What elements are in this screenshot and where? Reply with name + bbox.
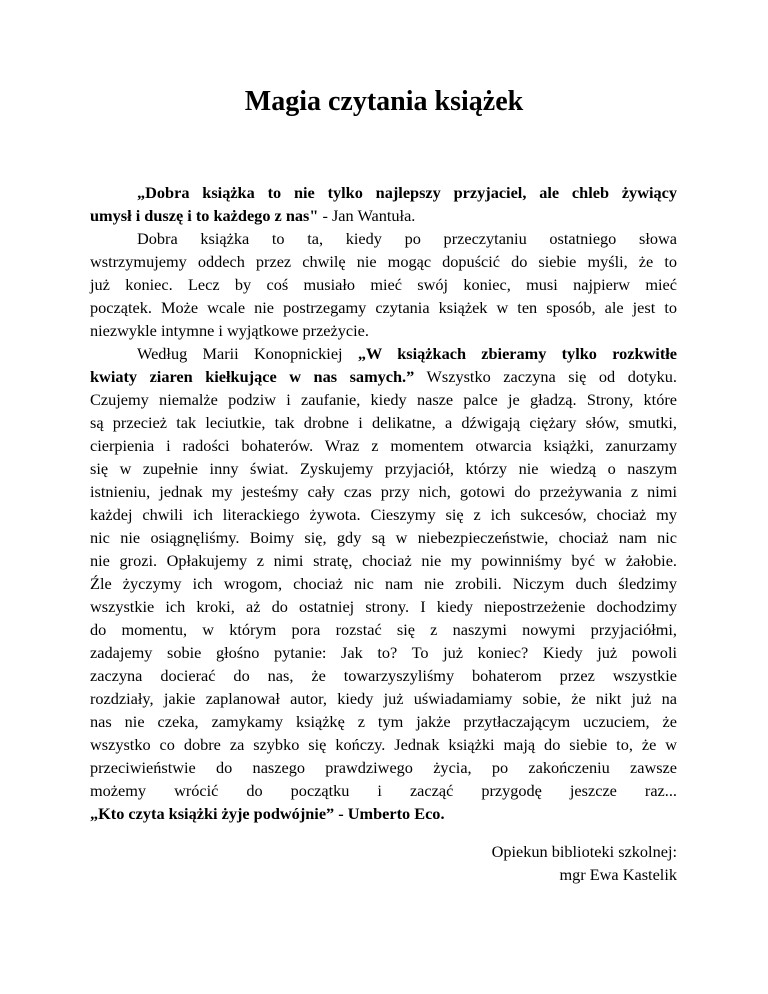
paragraph-line: Źle życzymy ich wrogom, chociaż nic nam nie zrobili. Niczym duch śledzimy (90, 574, 677, 593)
paragraph-line: każdej chwili ich literackiego żywota. Cieszymy się z ich sukcesów, chociaż my (90, 505, 677, 524)
paragraph-line: Czujemy niemalże podziw i zaufanie, kiedy nasze palce je gładzą. Strony, które (90, 390, 677, 409)
paragraph-line: istnieniu, jednak my jesteśmy cały czas przy nich, gotowi do przeżywania z nimi (90, 482, 677, 501)
paragraph-line: Dobra książka to ta, kiedy po przeczytaniu ostatniego słowa (137, 229, 677, 248)
paragraph-line: nie grozi. Opłakujemy z nimi stratę, chociaż nie my powinniśmy być w żałobie. (90, 551, 677, 570)
quote-bold: umysł i duszę i to każdego z nas" (90, 206, 319, 225)
paragraph-line: przeciwieństwie do naszego prawdziwego życia, po zakończeniu zawsze (90, 758, 677, 777)
signature-name: mgr Ewa Kastelik (559, 865, 677, 884)
paragraph-line: rozdziały, jakie zaplanował autor, kiedy już uświadamiamy sobie, że nikt już na (90, 689, 677, 708)
paragraph-line: do momentu, w którym pora rozstać się z naszymi nowymi przyjaciółmi, (90, 620, 677, 639)
paragraph-line (137, 342, 677, 365)
paragraph-line: zadajemy sobie głośno pytanie: Jak to? To już koniec? Kiedy już powoli (90, 643, 677, 662)
paragraph-text: Wszystko zaczyna się od dotyku. (414, 367, 677, 386)
paragraph-text: Według Marii Konopnickiej (137, 344, 358, 363)
paragraph-line: się w zupełnie inny świat. Zyskujemy przyjaciół, którzy nie wiedzą o naszym (90, 459, 677, 478)
quote-author: - Jan Wantuła. (318, 206, 416, 225)
quote-line (90, 204, 677, 227)
page-title: Magia czytania książek (244, 86, 524, 117)
paragraph-line: cierpienia i radości bohaterów. Wraz z momentem otwarcia książki, zanurzamy (90, 436, 677, 455)
paragraph-line: początek. Może wcale nie postrzegamy czytania książek w ten sposób, ale jest to (90, 298, 677, 317)
signature-role: Opiekun biblioteki szkolnej: (491, 842, 677, 861)
paragraph-line: wszystkie ich kroki, aż do ostatniej strony. I kiedy niepostrzeżenie dochodzimy (90, 597, 677, 616)
paragraph-line: wstrzymujemy oddech przez chwilę nie mogąc dopuścić do siebie myśli, że to (90, 252, 677, 271)
paragraph-line: nas nie czeka, zamykamy książkę z tym jakże przytłaczającym uczuciem, że (90, 712, 677, 731)
paragraph-line: zaczyna docierać do nas, że towarzyszyliśmy bohaterom przez wszystkie (90, 666, 677, 685)
paragraph-line: możemy wrócić do początku i zacząć przygodę jeszcze raz... (90, 781, 677, 800)
paragraph-line: są przecież tak leciutkie, tak drobne i delikatne, a dźwigają ciężary słów, smutki, (90, 413, 677, 432)
paragraph-line: niezwykle intymne i wyjątkowe przeżycie. (90, 321, 369, 340)
quote-line: „Dobra książka to nie tylko najlepszy przyjaciel, ale chleb żywiący (137, 183, 677, 202)
quote-bold: „W książkach zbieramy tylko rozkwitłe (357, 344, 677, 363)
paragraph-line: już koniec. Lecz by coś musiało mieć swój koniec, musi najpierw mieć (90, 275, 677, 294)
closing-quote: „Kto czyta książki żyje podwójnie” - Umberto Eco. (90, 804, 445, 823)
paragraph-line (90, 365, 677, 388)
paragraph-line: nic nie osiągnęliśmy. Boimy się, gdy są w niebezpieczeństwie, chociaż nam nic (90, 528, 677, 547)
quote-bold: kwiaty ziaren kiełkujące w nas samych.” (90, 367, 415, 386)
paragraph-line: wszystko co dobre za szybko się kończy. Jednak książki mają do siebie to, że w (90, 735, 677, 754)
